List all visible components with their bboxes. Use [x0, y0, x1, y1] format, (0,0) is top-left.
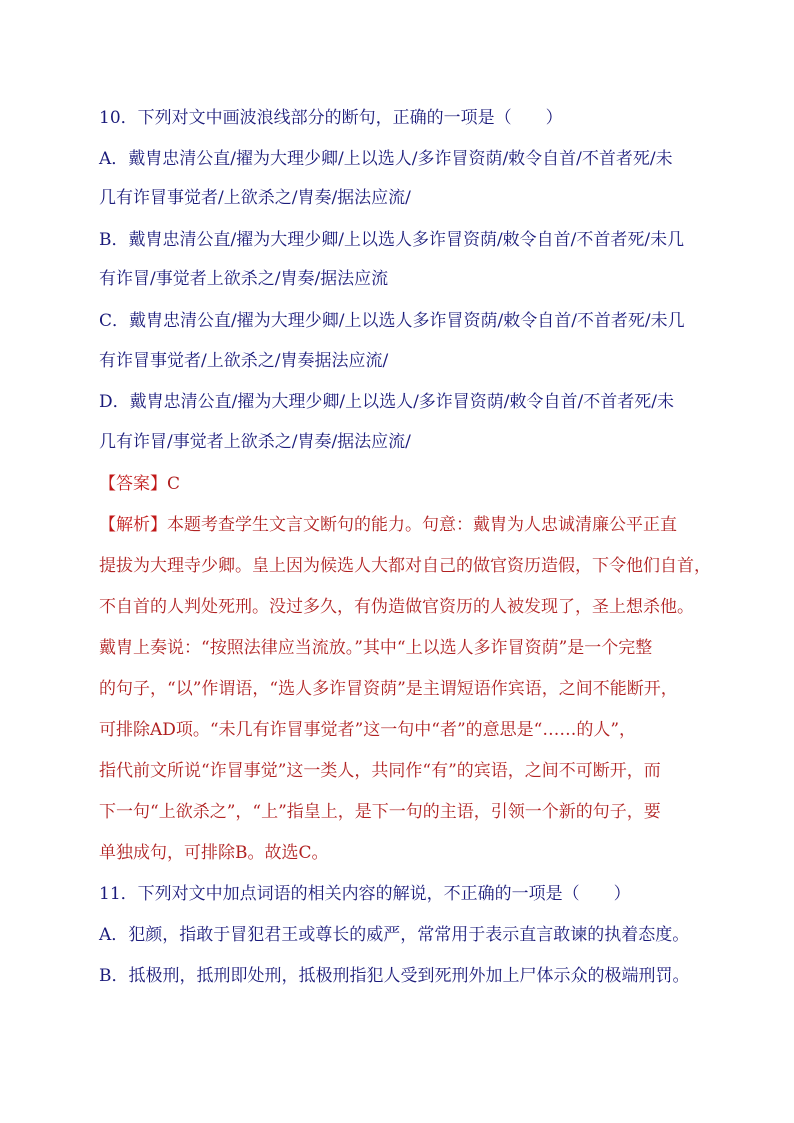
analysis-line-3: 不自首的人判处死刑。没过多久，有伪造做官资历的人被发现了，圣上想杀他。: [99, 597, 694, 617]
q11-option-a: A．犯颜，指敢于冒犯君王或尊长的威严，常常用于表示直言敢谏的执着态度。: [99, 925, 690, 945]
q10-option-b-line2: 有诈冒/事觉者上欲杀之/胄奏/据法应流: [99, 269, 389, 289]
q10-option-a-line2: 几有诈冒事觉者/上欲杀之/胄奏/据法应流/: [99, 188, 411, 208]
q10-option-c-line1: C．戴胄忠清公直/擢为大理少卿/上以选人多诈冒资荫/敕令自首/不首者死/未几: [99, 311, 685, 331]
q10-option-b-line1: B．戴胄忠清公直/擢为大理少卿/上以选人多诈冒资荫/敕令自首/不首者死/未几: [99, 230, 685, 250]
q10-option-a-line1: A．戴胄忠清公直/擢为大理少卿/上以选人/多诈冒资荫/敕令自首/不首者死/未: [99, 149, 673, 169]
analysis-line-2: 提拔为大理寺少卿。皇上因为候选人大都对自己的做官资历造假，下令他们自首，: [99, 556, 711, 576]
answer-tag: 【答案】: [99, 474, 167, 494]
analysis-line-8: 下一句“上欲杀之”，“上”指皇上，是下一句的主语，引领一个新的句子，要: [99, 802, 661, 822]
analysis-line-6: 可排除AD项。“未几有诈冒事觉者”这一句中“者”的意思是“……的人”，: [99, 720, 637, 740]
answer-line: [99, 473, 180, 495]
q10-option-d-line1: D．戴胄忠清公直/擢为大理少卿/上以选人/多诈冒资荫/敕令自首/不首者死/未: [99, 392, 674, 412]
analysis-line-1: [99, 514, 677, 536]
q10-option-d-line2: 几有诈冒/事觉者上欲杀之/胄奏/据法应流/: [99, 432, 411, 452]
analysis-text: 本题考查学生文言文断句的能力。句意：戴胄为人忠诚清廉公平正直: [167, 515, 677, 535]
analysis-line-5: 的句子，“以”作谓语，“选人多诈冒资荫”是主谓短语作宾语，之间不能断开，: [99, 679, 678, 699]
q10-option-c-line2: 有诈冒事觉者/上欲杀之/胄奏据法应流/: [99, 351, 389, 371]
q10-stem: 10．下列对文中画波浪线部分的断句，正确的一项是（ ）: [99, 108, 563, 128]
answer-value: C: [167, 474, 181, 494]
analysis-tag: 【解析】: [99, 515, 167, 535]
q11-option-b: B．抵极刑，抵刑即处刑，抵极刑指犯人受到死刑外加上尸体示众的极端刑罚。: [99, 966, 690, 986]
analysis-line-4: 戴胄上奏说：“按照法律应当流放。”其中“上以选人多诈冒资荫”是一个完整: [99, 638, 653, 658]
analysis-line-7: 指代前文所说“诈冒事觉”这一类人，共同作“有”的宾语，之间不可断开，而: [99, 761, 661, 781]
analysis-line-9: 单独成句，可排除B。故选C。: [99, 843, 329, 863]
q11-stem: 11．下列对文中加点词语的相关内容的解说，不正确的一项是（ ）: [99, 884, 631, 904]
